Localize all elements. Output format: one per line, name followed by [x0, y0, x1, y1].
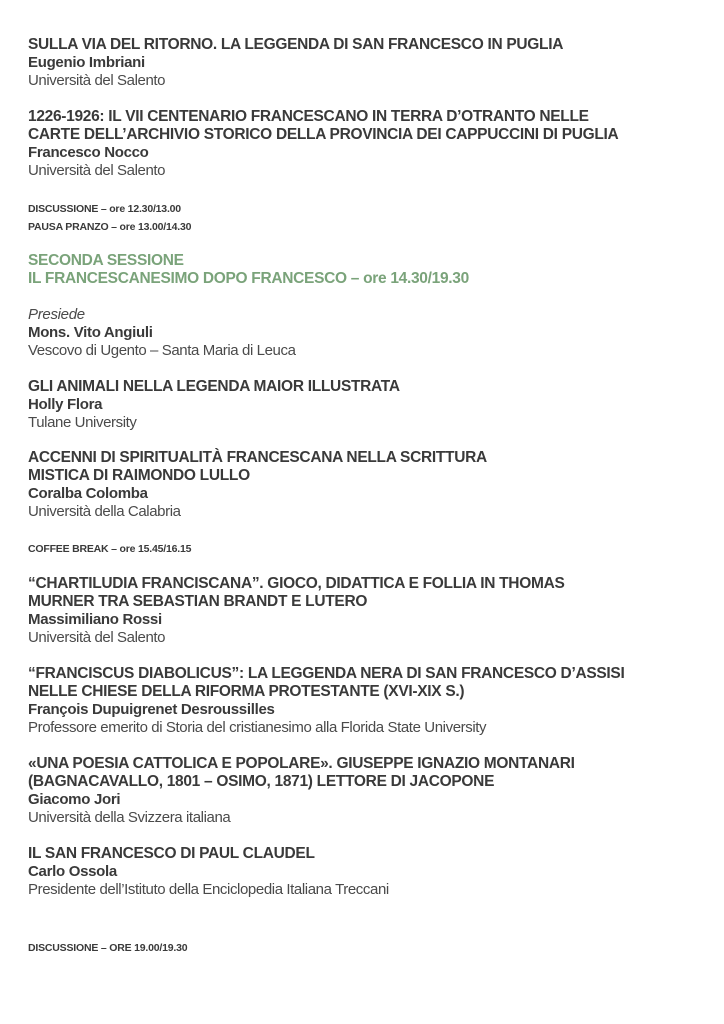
session-heading — [28, 252, 704, 288]
talk-ossola — [28, 845, 704, 899]
talk-affiliation: Università della Svizzera italiana — [28, 809, 231, 826]
talk-speaker: Francesco Nocco — [28, 144, 149, 161]
talk-affiliation: Università del Salento — [28, 629, 166, 646]
chair-name: Mons. Vito Angiuli — [28, 324, 153, 341]
talk-affiliation: Professore emerito di Storia del cristianesimo alla Florida State University — [28, 719, 487, 736]
talk-speaker: François Dupuigrenet Desroussilles — [28, 701, 275, 718]
session-chair — [28, 306, 704, 360]
talk-affiliation: Tulane University — [28, 414, 137, 431]
talk-title: (BAGNACAVALLO, 1801 – OSIMO, 1871) LETTORE DI JACOPONE — [28, 773, 495, 790]
coffee-break-note: COFFEE BREAK – ore 15.45/16.15 — [28, 543, 192, 555]
talk-speaker: Coralba Colomba — [28, 485, 148, 502]
talk-speaker: Eugenio Imbriani — [28, 54, 145, 71]
talk-speaker: Massimiliano Rossi — [28, 611, 162, 628]
talk-nocco — [28, 108, 704, 180]
discussion-note: DISCUSSIONE – ore 12.30/13.00 — [28, 203, 181, 215]
session-subtitle: IL FRANCESCANESIMO DOPO FRANCESCO – ore 14.30/19.30 — [28, 270, 469, 287]
chair-role: Vescovo di Ugento – Santa Maria di Leuca — [28, 342, 296, 359]
talk-title: «UNA POESIA CATTOLICA E POPOLARE». GIUSEPPE IGNAZIO MONTANARI — [28, 755, 575, 772]
talk-title: NELLE CHIESE DELLA RIFORMA PROTESTANTE (XVI-XIX S.) — [28, 683, 465, 700]
lunch-break-note: PAUSA PRANZO – ore 13.00/14.30 — [28, 221, 192, 233]
coffee-break — [28, 540, 704, 558]
talk-title: GLI ANIMALI NELLA LEGENDA MAIOR ILLUSTRATA — [28, 378, 400, 395]
talk-title: MISTICA DI RAIMONDO LULLO — [28, 467, 250, 484]
talk-jori — [28, 755, 704, 827]
program-page — [28, 36, 704, 957]
talk-speaker: Holly Flora — [28, 396, 103, 413]
final-discussion — [28, 939, 704, 957]
talk-title: IL SAN FRANCESCO DI PAUL CLAUDEL — [28, 845, 315, 862]
talk-title: CARTE DELL’ARCHIVIO STORICO DELLA PROVINCIA DEI CAPPUCCINI DI PUGLIA — [28, 126, 619, 143]
talk-affiliation: Università della Calabria — [28, 503, 181, 520]
talk-title: ACCENNI DI SPIRITUALITÀ FRANCESCANA NELLA SCRITTURA — [28, 449, 487, 466]
talk-title: “FRANCISCUS DIABOLICUS”: LA LEGGENDA NERA DI SAN FRANCESCO D’ASSISI — [28, 665, 625, 682]
talk-title: SULLA VIA DEL RITORNO. LA LEGGENDA DI SAN FRANCESCO IN PUGLIA — [28, 36, 564, 53]
chair-label: Presiede — [28, 306, 85, 323]
talk-speaker: Giacomo Jori — [28, 791, 121, 808]
talk-flora — [28, 378, 704, 432]
talk-affiliation: Università del Salento — [28, 72, 166, 89]
final-discussion-note: DISCUSSIONE – ORE 19.00/19.30 — [28, 942, 188, 954]
talk-affiliation: Presidente dell’Istituto della Enciclopedia Italiana Treccani — [28, 881, 389, 898]
talk-affiliation: Università del Salento — [28, 162, 166, 179]
talk-imbriani — [28, 36, 704, 90]
schedule-notes — [28, 200, 704, 236]
talk-rossi — [28, 575, 704, 647]
session-title: SECONDA SESSIONE — [28, 252, 184, 269]
talk-colomba — [28, 449, 704, 521]
talk-dupuigrenet — [28, 665, 704, 737]
talk-speaker: Carlo Ossola — [28, 863, 117, 880]
talk-title: 1226-1926: IL VII CENTENARIO FRANCESCANO IN TERRA D’OTRANTO NELLE — [28, 108, 589, 125]
talk-title: “CHARTILUDIA FRANCISCANA”. GIOCO, DIDATTICA E FOLLIA IN THOMAS — [28, 575, 565, 592]
talk-title: MURNER TRA SEBASTIAN BRANDT E LUTERO — [28, 593, 368, 610]
